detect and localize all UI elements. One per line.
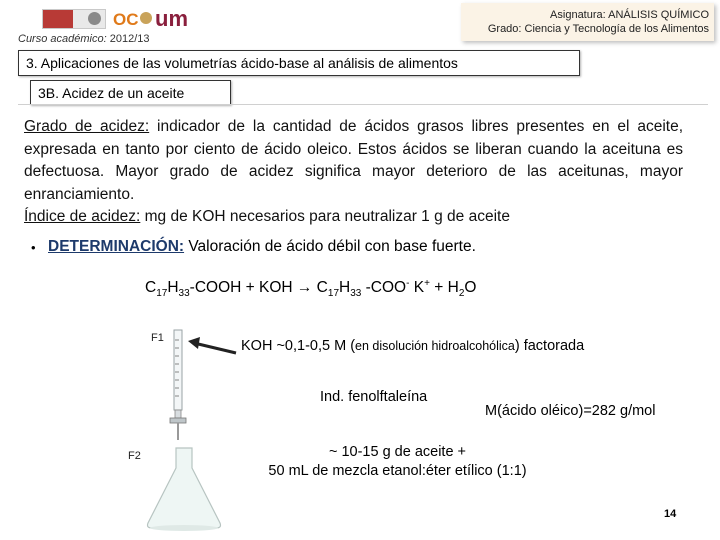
eq-part: H — [339, 279, 351, 296]
sample-description — [255, 443, 540, 481]
eq-sup: - — [406, 278, 410, 289]
eq-sub: 33 — [350, 288, 362, 299]
academic-year-value: 2012/13 — [109, 33, 150, 45]
sample-line: ~ 10-15 g de aceite + — [328, 444, 467, 460]
eq-part: H — [167, 279, 179, 296]
definitions-block — [24, 116, 683, 229]
eq-part: -COOH + KOH → C — [189, 279, 328, 296]
arrow-icon — [188, 335, 238, 365]
bullet-icon: • — [31, 240, 36, 255]
eq-sub: 17 — [327, 288, 340, 299]
titrant-solvent: en disolución hidroalcohólica — [355, 339, 515, 353]
indice-text: mg de KOH necesarios para neutralizar 1 g de aceite — [140, 208, 510, 225]
sample-line: 50 mL de mezcla etanol:éter etílico (1:1) — [268, 463, 527, 479]
grado-term: Grado de acidez: — [24, 118, 150, 135]
eq-part: + H — [429, 279, 459, 296]
eq-sub: 2 — [458, 288, 465, 299]
label-f1: F1 — [151, 332, 164, 344]
titrant-description — [241, 338, 584, 354]
eq-part: O — [464, 279, 477, 296]
indicator-label: Ind. fenolftaleína — [320, 389, 428, 405]
ocum-logo — [113, 6, 203, 30]
eq-sub: 17 — [156, 288, 168, 299]
subject-title: Asignatura: ANÁLISIS QUÍMICO — [550, 9, 709, 21]
degree-title: Grado: Ciencia y Tecnología de los Alimentos — [487, 23, 709, 35]
university-logo — [42, 9, 106, 29]
eq-part: K — [409, 279, 425, 296]
divider — [18, 104, 708, 105]
section-title: 3. Aplicaciones de las volumetrías ácido-base al análisis de alimentos — [18, 50, 580, 76]
determination-keyword: DETERMINACIÓN: — [48, 238, 185, 255]
page-number: 14 — [664, 508, 677, 520]
svg-text:OC: OC — [113, 10, 139, 29]
molar-mass-label: M(ácido oléico)=282 g/mol — [485, 403, 656, 419]
titrant-end: ) factorada — [514, 338, 585, 354]
eq-part: -COO — [361, 279, 407, 296]
grado-text: indicador de la cantidad de ácidos grasos libres presentes en el aceite, expresada en tanto por ciento de ácido oleico. Estos ácidos se liberan cuando la aceituna es defectuosa. Mayor grado de acidez significa mayor deterioro de las aceitunas, mayor enranciamiento. — [24, 118, 684, 203]
svg-text:um: um — [155, 6, 188, 30]
label-f2: F2 — [128, 450, 141, 462]
titrant-main: KOH ~0,1-0,5 M ( — [241, 338, 356, 354]
seal-icon — [88, 12, 101, 25]
subject-box — [461, 3, 714, 41]
determination-text: Valoración de ácido débil con base fuerte. — [184, 238, 476, 255]
subsection-title: 3B. Acidez de un aceite — [30, 80, 231, 105]
indice-term: Índice de acidez: — [24, 208, 141, 225]
eq-part: C — [145, 279, 157, 296]
academic-year — [18, 33, 149, 45]
eq-sup: + — [424, 278, 430, 289]
eq-sub: 33 — [178, 288, 190, 299]
determination-line — [48, 238, 476, 256]
academic-year-label: Curso académico: — [18, 33, 107, 45]
reaction-equation — [145, 278, 476, 299]
